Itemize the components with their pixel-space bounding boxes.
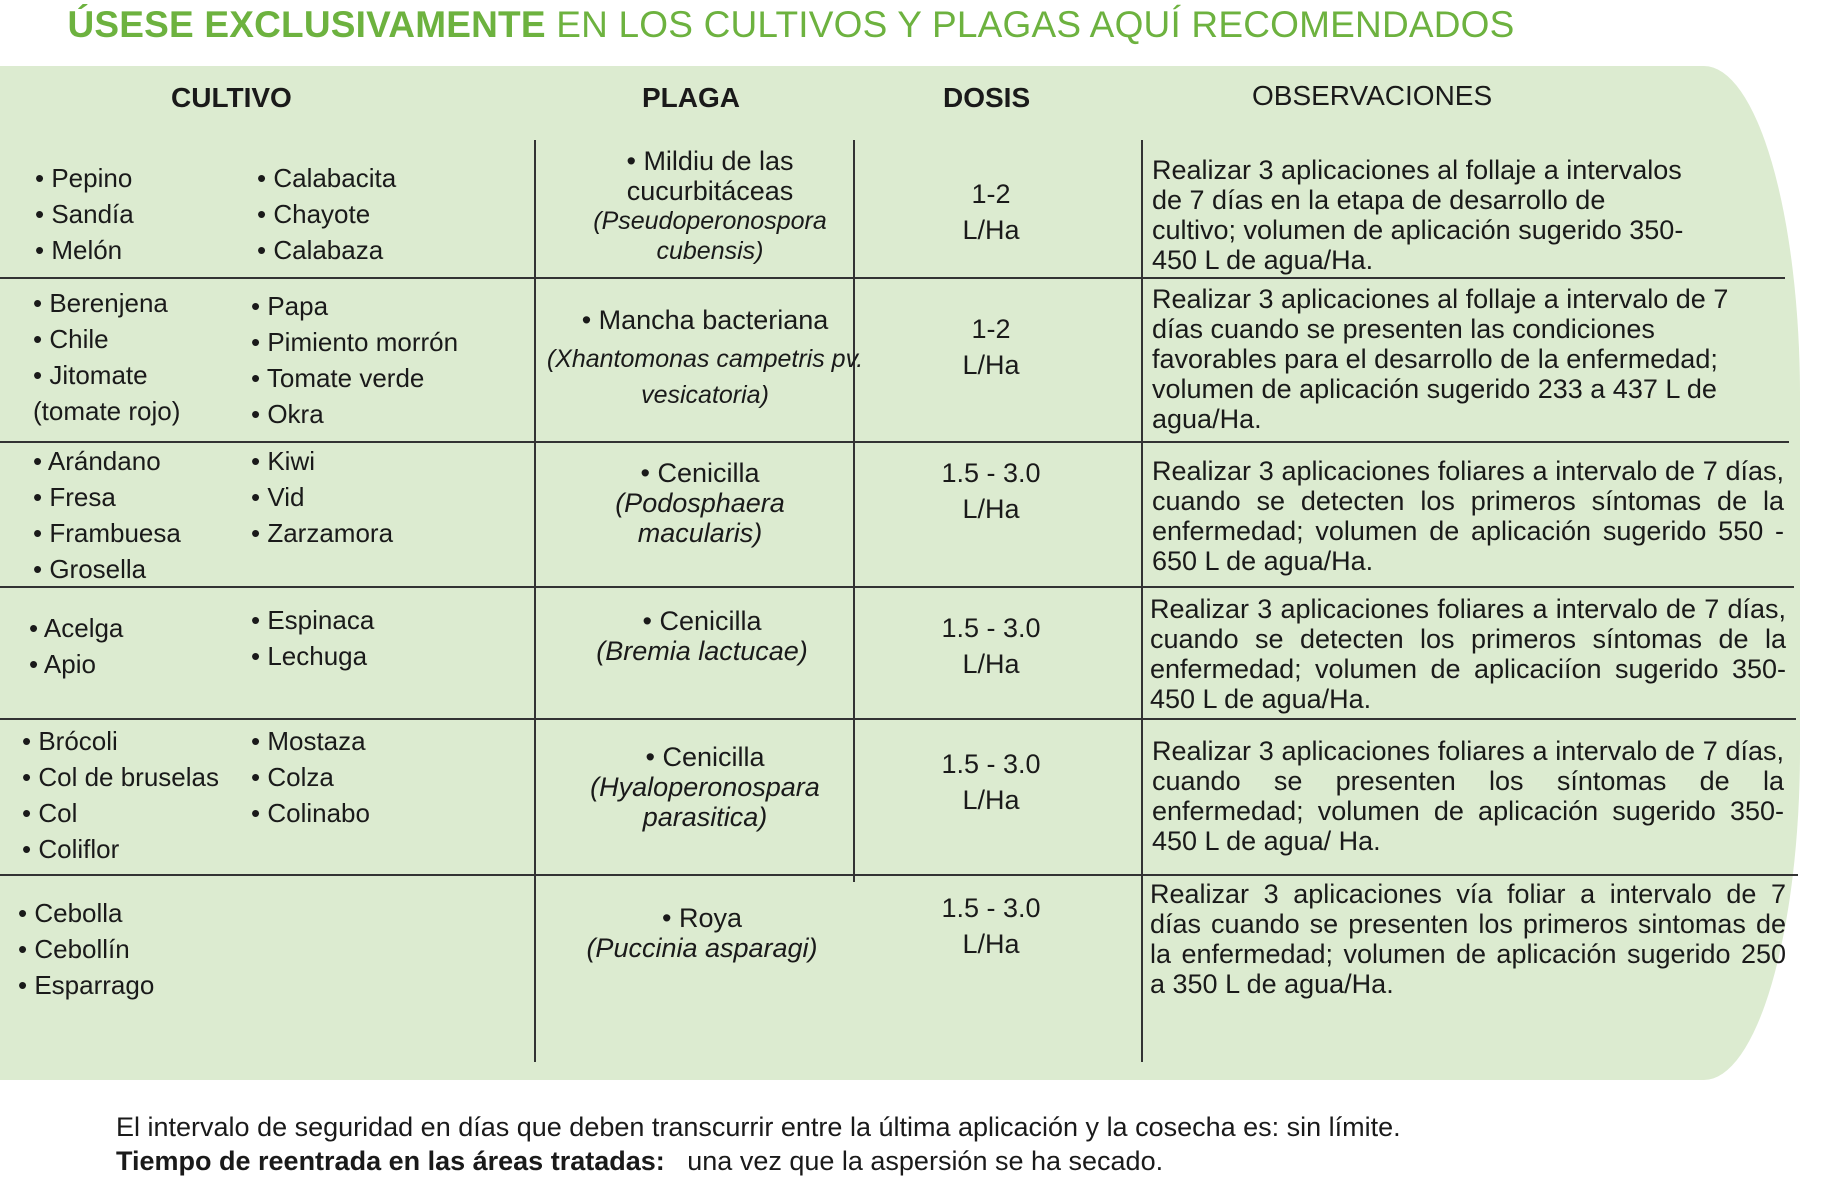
crop-item: • Papa bbox=[251, 291, 329, 321]
plaga-scientific-name: (Puccinia asparagi) bbox=[586, 933, 818, 963]
footer-reentry bbox=[116, 1146, 1163, 1177]
crop-item: • Brócoli bbox=[22, 726, 118, 756]
crop-item: • Melón bbox=[35, 235, 123, 265]
crop-item: • Espinaca bbox=[251, 605, 375, 635]
footer-reentry-label: Tiempo de reentrada en las áreas tratadas: bbox=[116, 1146, 665, 1176]
plaga-name: • Roya bbox=[662, 903, 742, 933]
observaciones-cell: Realizar 3 aplicaciones foliares a intervalo de 7 días, cuando se detecten los primeros síntomas de la enfermedad; volumen de aplicaciíon sugerido 350-450 L de agua/Ha. bbox=[1150, 594, 1786, 714]
crop-item: • Col de bruselas bbox=[22, 762, 219, 792]
plaga-name: • Cenicilla bbox=[645, 742, 765, 772]
plaga-scientific-name: (Pseudoperonospora cubensis) bbox=[593, 207, 827, 265]
crop-item: • Frambuesa bbox=[33, 518, 181, 548]
plaga-scientific-name: (Bremia lactucae) bbox=[596, 636, 808, 666]
observaciones-cell: Realizar 3 aplicaciones al follaje a intervalos de 7 días en la etapa de desarrollo de cultivo; volumen de aplicación sugerido 350-450 L de agua/Ha. bbox=[1152, 155, 1684, 275]
crop-list bbox=[257, 160, 396, 268]
crop-item: • Berenjena bbox=[33, 288, 168, 318]
dosis-unit: L/Ha bbox=[962, 649, 1020, 679]
crop-item: • Col bbox=[22, 798, 78, 828]
crop-item: • Chile bbox=[33, 324, 109, 354]
crop-item: • Apio bbox=[29, 649, 96, 679]
crop-list bbox=[251, 443, 393, 551]
crop-item: • Fresa bbox=[33, 482, 116, 512]
dosis-cell bbox=[900, 176, 1082, 248]
crop-item: • Cebollín bbox=[18, 934, 130, 964]
crop-item: • Arándano bbox=[33, 446, 161, 476]
crop-item: • Esparrago bbox=[18, 970, 155, 1000]
dosis-cell bbox=[900, 610, 1082, 682]
crop-item: • Lechuga bbox=[251, 641, 368, 671]
dosis-unit: L/Ha bbox=[962, 494, 1020, 524]
observaciones-cell: Realizar 3 aplicaciones foliares a intervalo de 7 días, cuando se detecten los primeros síntomas de la enfermedad; volumen de aplicación sugerido 550 - 650 L de agua/Ha. bbox=[1152, 456, 1784, 576]
dosis-unit: L/Ha bbox=[962, 350, 1020, 380]
plaga-cell bbox=[590, 458, 810, 548]
plaga-cell bbox=[537, 903, 867, 963]
crop-item: • Pimiento morrón bbox=[251, 327, 459, 357]
dosis-unit: L/Ha bbox=[962, 929, 1020, 959]
dosis-value: 1.5 - 3.0 bbox=[941, 613, 1041, 643]
crop-list bbox=[251, 602, 374, 674]
crop-item: (tomate rojo) bbox=[33, 396, 181, 426]
page-title bbox=[0, 4, 1582, 46]
plaga-name: • Mancha bacteriana bbox=[581, 305, 829, 335]
plaga-cell bbox=[560, 742, 850, 832]
row-divider-4 bbox=[0, 718, 1796, 720]
crop-item: • Tomate verde bbox=[251, 363, 425, 393]
crop-item: • Pepino bbox=[35, 163, 133, 193]
crop-item: • Vid bbox=[251, 482, 305, 512]
dosis-unit: L/Ha bbox=[962, 215, 1020, 245]
dosis-unit: L/Ha bbox=[962, 785, 1020, 815]
row-divider-1 bbox=[0, 277, 1785, 279]
crop-item: • Calabacita bbox=[257, 163, 397, 193]
dosis-cell bbox=[900, 890, 1082, 962]
plaga-cell bbox=[537, 606, 867, 666]
row-divider-3 bbox=[0, 586, 1794, 588]
dosis-cell bbox=[900, 311, 1082, 383]
crop-item: • Mostaza bbox=[251, 726, 366, 756]
crop-list bbox=[18, 895, 154, 1003]
crop-item: • Colinabo bbox=[251, 798, 370, 828]
observaciones-cell: Realizar 3 aplicaciones vía foliar a intervalo de 7 días cuando se presenten los primeros sintomas de la enfermedad; volumen de aplicación sugerido 250 a 350 L de agua/Ha. bbox=[1150, 879, 1786, 999]
observaciones-cell: Realizar 3 aplicaciones al follaje a intervalo de 7 días cuando se presenten las condiciones favorables para el desarrollo de la enfermedad; volumen de aplicación sugerido 233 a 437 L de agua/Ha. bbox=[1152, 284, 1729, 434]
crop-item: • Acelga bbox=[29, 613, 124, 643]
crop-list bbox=[35, 160, 134, 268]
header-cultivo: CULTIVO bbox=[171, 82, 292, 113]
dosis-value: 1-2 bbox=[971, 179, 1011, 209]
footer-safety-interval: El intervalo de seguridad en días que deben transcurrir entre la última aplicación y la cosecha es: sin límite. bbox=[116, 1112, 1401, 1142]
crop-item: • Kiwi bbox=[251, 446, 315, 476]
crop-list bbox=[33, 285, 180, 429]
crop-item: • Cebolla bbox=[18, 898, 123, 928]
crop-list bbox=[22, 723, 219, 867]
plaga-scientific-name: (Podosphaera macularis) bbox=[615, 488, 785, 548]
title-bold: ÚSESE EXCLUSIVAMENTE bbox=[67, 4, 546, 45]
crop-list bbox=[33, 443, 181, 587]
crop-item: • Okra bbox=[251, 399, 324, 429]
row-divider-5 bbox=[0, 874, 1798, 876]
crop-item: • Grosella bbox=[33, 554, 147, 584]
dosis-value: 1.5 - 3.0 bbox=[941, 749, 1041, 779]
crop-list bbox=[251, 723, 370, 831]
crop-item: • Colza bbox=[251, 762, 334, 792]
dosis-value: 1.5 - 3.0 bbox=[941, 458, 1041, 488]
header-observaciones: OBSERVACIONES bbox=[1252, 80, 1493, 111]
dosis-cell bbox=[900, 455, 1082, 527]
header-dosis: DOSIS bbox=[943, 82, 1031, 113]
plaga-name: • Cenicilla bbox=[642, 606, 762, 636]
plaga-scientific-name: (Hyaloperonospara parasitica) bbox=[590, 772, 820, 832]
title-rest: EN LOS CULTIVOS Y PLAGAS AQUÍ RECOMENDADOS bbox=[556, 4, 1515, 45]
crop-list bbox=[29, 610, 123, 682]
dosis-value: 1.5 - 3.0 bbox=[941, 893, 1041, 923]
plaga-cell bbox=[560, 146, 860, 266]
dosis-cell bbox=[900, 746, 1082, 818]
header-plaga: PLAGA bbox=[642, 82, 740, 113]
crop-item: • Jitomate bbox=[33, 360, 148, 390]
plaga-scientific-name: (Xhantomonas campetris pv. vesicatoria) bbox=[546, 345, 864, 409]
plaga-cell bbox=[545, 305, 865, 413]
plaga-name: • Cenicilla bbox=[640, 458, 760, 488]
observaciones-cell: Realizar 3 aplicaciones foliares a intervalo de 7 días, cuando se presenten los síntomas de la enfermedad; volumen de aplicación sugerido 350-450 L de agua/ Ha. bbox=[1152, 736, 1784, 856]
dosis-value: 1-2 bbox=[971, 314, 1011, 344]
crop-item: • Coliflor bbox=[22, 834, 120, 864]
plaga-name: • Mildiu de las cucurbitáceas bbox=[626, 146, 794, 206]
footer-reentry-value: una vez que la aspersión se ha secado. bbox=[687, 1146, 1164, 1176]
crop-item: • Calabaza bbox=[257, 235, 384, 265]
crop-list bbox=[251, 288, 458, 432]
crop-item: • Zarzamora bbox=[251, 518, 394, 548]
crop-item: • Sandía bbox=[35, 199, 134, 229]
crop-item: • Chayote bbox=[257, 199, 371, 229]
